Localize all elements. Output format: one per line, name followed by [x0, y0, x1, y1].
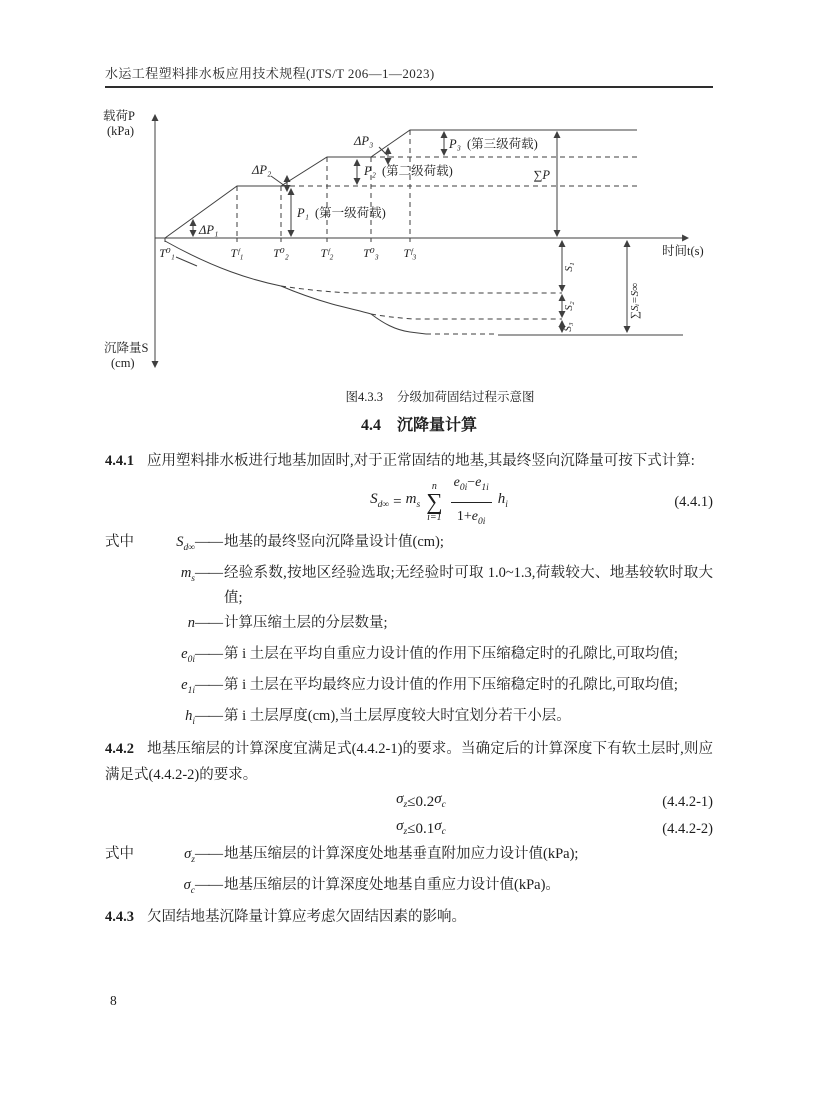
figure-caption-number: 图4.3.3 [345, 390, 383, 404]
eq441-denominator: $1+e_{0i}$ [456, 508, 486, 527]
dash: —— [195, 707, 222, 724]
term-e1i: $e_{1i}$ [181, 676, 195, 696]
clause-4-4-3-number: 4.4.3 [105, 909, 134, 926]
figure-caption [140, 387, 740, 405]
term-sdinf: $S_{d\infty}$ [176, 534, 195, 553]
equation-4-4-2-1 [105, 788, 713, 815]
label-p3-var: P₃ [449, 137, 461, 151]
term-sigma-z-desc: 地基压缩层的计算深度处地基垂直附加应力设计值(kPa); [224, 846, 579, 863]
term-sigma-c-desc: 地基压缩层的计算深度处地基自重应力设计值(kPa)。 [224, 877, 560, 894]
settlement-curve [165, 241, 426, 334]
label-dp3: ΔP₃ [354, 134, 374, 148]
eq4421-coefficient: 0.2 [415, 793, 435, 810]
clause-4-4-1 [105, 448, 713, 474]
dash: —— [195, 564, 222, 581]
where-row [105, 673, 713, 704]
page-number: 8 [110, 993, 117, 1008]
time-axis-ticks [165, 238, 410, 242]
where-label: 式中 [105, 846, 134, 863]
where-row [105, 642, 713, 673]
term-e0i: $e_{0i}$ [181, 645, 195, 665]
eq4422-coefficient: 0.1 [415, 820, 435, 837]
where-row [105, 611, 713, 642]
label-p1-var: P₁ [297, 206, 309, 220]
dash: —— [195, 846, 222, 863]
equation-4-4-1 [105, 476, 713, 528]
term-n-desc: 计算压缩土层的分层数量; [224, 614, 388, 631]
tick-label-t2-0: T⁰₂ [273, 246, 289, 260]
dash: —— [195, 676, 222, 693]
time-axis-label: 时间t(s) [662, 244, 704, 258]
eq4421-rhs: $\sigma_c$ [434, 790, 446, 810]
where-row [105, 530, 713, 561]
eq4422-relation: ≤ [407, 820, 416, 837]
clause-4-4-2-number: 4.4.2 [105, 741, 134, 758]
eq441-lhs: $S_{d\infty}$ [370, 491, 390, 510]
eq441-fraction [451, 470, 492, 535]
header-rule [105, 86, 713, 88]
where-row [105, 842, 713, 873]
eq441-summation: n ∑ i=1 [426, 481, 443, 523]
label-p2-text: (第二级荷载) [382, 164, 453, 178]
eq441-numerator: $e_{0i}-e_{1i}$ [451, 470, 492, 503]
label-dp1: ΔP₁ [199, 223, 219, 237]
term-sigma-z: $\sigma_z$ [184, 846, 195, 866]
equation-4-4-2-1-number: (4.4.2-1) [662, 793, 713, 810]
section-title: 沉降量计算 [396, 417, 477, 434]
running-header: 水运工程塑料排水板应用技术规程(JTS/T 206—1—2023) [105, 66, 435, 81]
body-text [105, 448, 713, 930]
where-row [105, 561, 713, 611]
equation-4-4-1-row [105, 476, 713, 528]
where-label: 式中 [105, 534, 134, 550]
label-p1-text: (第一级荷载) [315, 206, 386, 220]
clause-4-4-1-text: 应用塑料排水板进行地基加固时,对于正常固结的地基,其最终竖向沉降量可按下式计算: [147, 453, 695, 469]
eq4422-lhs: $\sigma_z$ [396, 817, 408, 837]
dash: —— [195, 877, 222, 894]
load-axis-unit: (kPa) [107, 124, 135, 138]
settlement-axis-label: 沉降量S [104, 341, 149, 355]
eq441-equals: = [393, 494, 402, 510]
clause-4-4-3-text: 欠固结地基沉降量计算应考虑欠固结因素的影响。 [147, 909, 466, 926]
clause-4-4-2 [105, 736, 713, 788]
dash: —— [195, 645, 222, 662]
term-sigma-c: $\sigma_c$ [183, 877, 195, 897]
label-sum-s: ∑Sᵢ=S∞ [629, 283, 641, 319]
tick-label-t1-0: T⁰₁ [159, 246, 175, 260]
equation-4-4-2-2 [105, 815, 713, 842]
eq4422-rhs: $\sigma_c$ [434, 817, 446, 837]
eq441-ms: $m_s$ [405, 491, 421, 510]
term-hi: $h_i$ [185, 707, 195, 727]
label-p3-text: (第三级荷载) [467, 137, 538, 151]
section-number: 4.4 [360, 417, 381, 434]
label-dp2: ΔP₂ [252, 163, 272, 177]
where-list-4-4-1 [105, 530, 713, 734]
eq4421-relation: ≤ [407, 793, 416, 810]
stage-dashed-verticals [237, 130, 410, 238]
label-s3: S₃ [562, 322, 574, 332]
section-heading [105, 412, 733, 435]
equation-4-4-2-1-row [105, 788, 713, 815]
label-p2-var: P₂ [364, 164, 376, 178]
term-ms: $m_s$ [180, 564, 195, 584]
figure-caption-text: 分级加荷固结过程示意图 [397, 390, 535, 404]
tick-label-t3-f: Tᶠ₃ [403, 246, 417, 260]
equation-4-4-2-2-row [105, 815, 713, 842]
where-list-4-4-2 [105, 842, 713, 904]
term-n: n [187, 614, 195, 631]
clause-4-4-1-number: 4.4.1 [105, 453, 134, 469]
tick-label-t1-f: Tᶠ₁ [230, 246, 244, 260]
term-e0i-desc: 第 i 土层在平均自重应力设计值的作用下压缩稳定时的孔隙比,可取均值; [224, 645, 678, 662]
figure-4-3-3 [0, 106, 817, 388]
term-hi-desc: 第 i 土层厚度(cm),当土层厚度较大时宜划分若干小层。 [224, 707, 571, 724]
label-s2: S₂ [563, 301, 575, 311]
clause-4-4-2-text: 地基压缩层的计算深度宜满足式(4.4.2-1)的要求。当确定后的计算深度下有软土层时,则应满足式(4.4.2-2)的要求。 [105, 741, 713, 784]
term-sdinf-desc: 地基的最终竖向沉降量设计值(cm); [224, 534, 444, 550]
tick-label-t2-f: Tᶠ₂ [320, 246, 334, 260]
dash: —— [195, 534, 222, 550]
settlement-asymptote-s2 [371, 314, 562, 319]
eq441-hi: $h_i$ [497, 491, 508, 510]
label-sum-p: ∑P [533, 168, 550, 182]
load-axis-label: 载荷P [103, 109, 135, 123]
settlement-asymptote-s1 [281, 286, 562, 293]
clause-4-4-3 [105, 904, 713, 930]
term-ms-desc: 经验系数,按地区经验选取;无经验时可取 1.0~1.3,荷载较大、地基较软时取大值; [224, 564, 713, 606]
eq4421-lhs: $\sigma_z$ [396, 790, 408, 810]
where-row [105, 873, 713, 904]
equation-4-4-2-2-number: (4.4.2-2) [662, 820, 713, 837]
dash: —— [195, 614, 222, 631]
equation-4-4-1-number: (4.4.1) [674, 494, 713, 510]
load-curve [165, 130, 637, 238]
settlement-axis-unit: (cm) [111, 356, 135, 370]
where-row [105, 704, 713, 735]
tick-label-t3-0: T⁰₃ [363, 246, 379, 260]
term-e1i-desc: 第 i 土层在平均最终应力设计值的作用下压缩稳定时的孔隙比,可取均值; [224, 676, 678, 693]
label-s1: S₁ [563, 262, 575, 272]
